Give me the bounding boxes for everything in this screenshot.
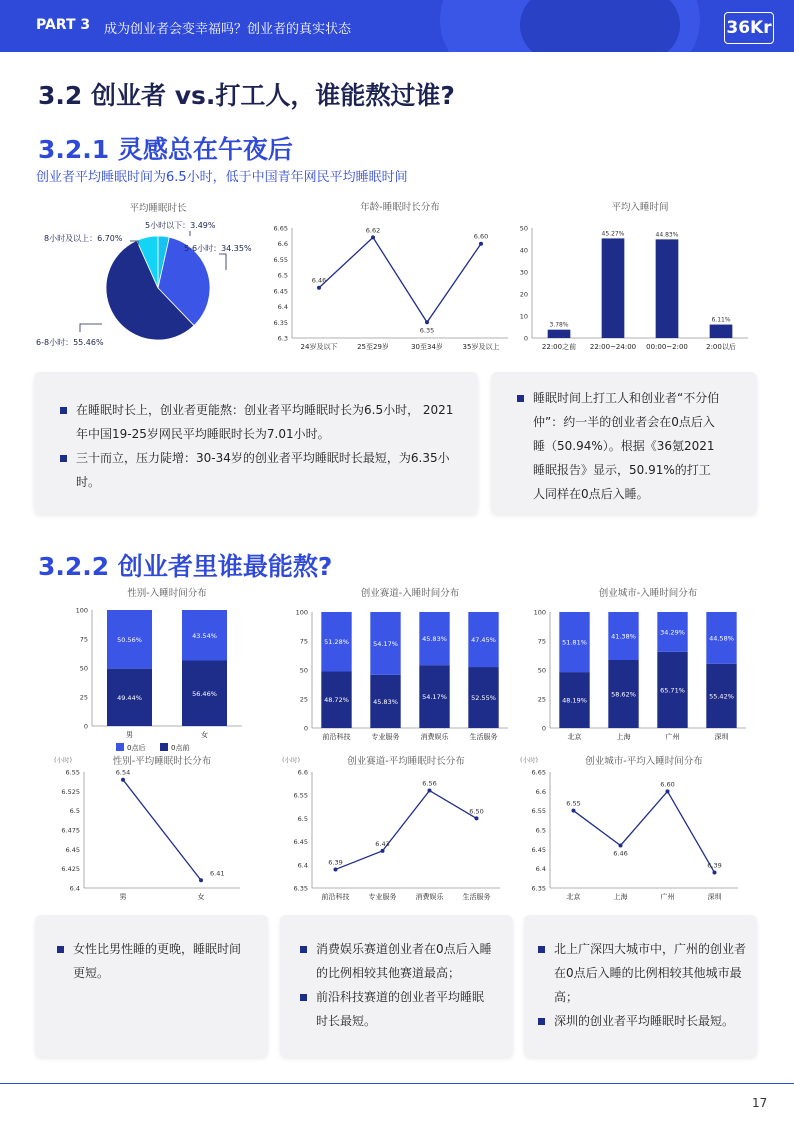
y-tick-label: 6.45 — [293, 838, 308, 847]
leader-line — [80, 324, 102, 332]
y-tick-label: 50 — [299, 666, 308, 675]
chart-title: 创业城市-平均入睡时间分布 — [585, 756, 703, 767]
gender-sleep-line-chart — [44, 752, 270, 904]
insight-item: 睡眠时间上打工人和创业者“不分伯仲”：约一半的创业者会在0点后入睡（50.94%）。根据《36氪2021睡眠报告》显示，50.91%的打工人同样在0点后入睡。 — [515, 386, 721, 506]
insight-item: 消费娱乐赛道创业者在0点后入睡的比例相较其他赛道最高； — [298, 937, 494, 985]
data-label: 3.78% — [549, 321, 569, 329]
data-label: 65.71% — [660, 686, 685, 695]
x-tick-label: 女 — [197, 893, 205, 901]
y-tick-label: 6.65 — [531, 768, 546, 777]
part-title: 成为创业者会变幸福吗？创业者的真实状态 — [104, 22, 352, 37]
insight-item: 北上广深四大城市中，广州的创业者在0点后入睡的比例相较其他城市最高； — [536, 937, 746, 1009]
x-tick-label: 2:00以后 — [706, 343, 736, 351]
page-number: 17 — [752, 1096, 768, 1110]
data-label: 49.44% — [117, 693, 142, 702]
y-tick-label: 10 — [519, 312, 528, 321]
x-tick-label: 24岁及以下 — [300, 343, 338, 351]
y-tick-label: 100 — [295, 608, 308, 617]
legend-label: 0点后 — [127, 744, 146, 752]
x-tick-label: 35岁及以上 — [462, 343, 500, 351]
x-tick-label: 北京 — [566, 893, 581, 901]
data-label: 34.29% — [660, 628, 685, 637]
insight-item: 深圳的创业者平均睡眠时长最短。 — [536, 1009, 746, 1033]
y-tick-label: 6.45 — [531, 845, 546, 854]
data-label: 45.27% — [601, 230, 625, 238]
y-tick-label: 6.55 — [65, 768, 80, 777]
insight-list — [515, 386, 721, 506]
data-label: 55.42% — [709, 692, 734, 701]
data-label: 6.46 — [613, 849, 628, 858]
data-label: 44.83% — [655, 231, 679, 239]
data-label: 52.55% — [471, 694, 496, 703]
x-tick-label: 专业服务 — [368, 893, 397, 901]
y-tick-label: 25 — [299, 695, 308, 704]
insight-item: 女性比男性睡的更晚，睡眠时间更短。 — [55, 937, 245, 985]
insight-item: 前沿科技赛道的创业者平均睡眠时长最短。 — [298, 985, 494, 1033]
x-tick-label: 前沿科技 — [321, 893, 350, 901]
data-label: 6.41 — [210, 869, 225, 878]
section-title: 3.2.1 灵感总在午夜后 — [38, 135, 293, 164]
y-tick-label: 6.5 — [535, 826, 546, 835]
y-tick-label: 6.3 — [277, 334, 288, 343]
y-tick-label: 6.4 — [297, 861, 308, 870]
y-tick-label: 6.4 — [69, 884, 80, 893]
axis-unit: (小时) — [54, 756, 73, 764]
data-label: 47.45% — [471, 636, 496, 645]
data-label: 6.60 — [660, 780, 675, 789]
data-label: 58.62% — [611, 690, 636, 699]
insight-card — [524, 915, 757, 1057]
insight-list — [55, 937, 245, 985]
y-tick-label: 6.45 — [65, 845, 80, 854]
data-point — [381, 849, 385, 853]
x-tick-label: 消费娱乐 — [420, 733, 449, 741]
y-tick-label: 6.55 — [273, 255, 288, 264]
x-tick-label: 30至34岁 — [411, 343, 443, 351]
y-tick-label: 6.55 — [531, 807, 546, 816]
bedtime-bar-chart — [508, 198, 756, 360]
data-label: 6.35 — [419, 326, 435, 335]
data-label: 48.72% — [324, 696, 349, 705]
leader-line — [219, 254, 226, 270]
data-label: 44.58% — [709, 634, 734, 643]
y-tick-label: 0 — [541, 724, 546, 733]
data-label: 50.56% — [117, 635, 142, 644]
city-bedtime-bar-chart — [520, 584, 752, 746]
insight-list — [298, 937, 494, 1033]
insight-list — [58, 398, 454, 494]
insight-item: 在睡眠时长上，创业者更能熬：创业者平均睡眠时长为6.5小时， 2021年中国19-25岁网民平均睡眠时长为7.01小时。 — [58, 398, 454, 446]
chart-title: 性别-平均睡眠时长分布 — [112, 756, 212, 767]
y-tick-label: 6.5 — [69, 807, 80, 816]
data-point — [479, 242, 483, 246]
y-tick-label: 6.35 — [273, 318, 288, 327]
x-tick-label: 上海 — [613, 893, 628, 901]
data-label: 41.38% — [611, 632, 636, 641]
data-point — [428, 789, 432, 793]
y-tick-label: 40 — [519, 246, 528, 255]
series-line — [319, 237, 481, 322]
y-tick-label: 0 — [303, 724, 308, 733]
data-point — [666, 789, 670, 793]
x-tick-label: 广州 — [665, 733, 680, 741]
y-tick-label: 6.35 — [293, 884, 308, 893]
data-label: 6.39 — [328, 858, 343, 867]
x-tick-label: 00:00~2:00 — [646, 343, 688, 351]
section-title: 3.2.2 创业者里谁最能熬? — [38, 552, 333, 581]
data-label: 51.81% — [562, 638, 587, 647]
x-tick-label: 生活服务 — [469, 733, 498, 741]
gender-bedtime-bar-chart — [44, 584, 264, 756]
series-line — [574, 791, 715, 872]
pie-label: 5小时以下：3.49% — [145, 221, 216, 230]
y-tick-label: 75 — [299, 637, 308, 646]
insight-card — [34, 372, 478, 514]
data-label: 6.46 — [311, 276, 327, 285]
chart-title: 创业赛道-入睡时间分布 — [360, 588, 460, 599]
data-point — [199, 878, 203, 882]
y-tick-label: 50 — [519, 224, 528, 233]
chart-title: 性别-入睡时间分布 — [127, 588, 207, 599]
x-tick-label: 女 — [201, 731, 208, 739]
bar — [656, 239, 679, 338]
x-tick-label: 男 — [119, 893, 127, 901]
legend-swatch — [116, 743, 124, 751]
insight-card — [280, 915, 513, 1057]
data-label: 6.43 — [375, 839, 390, 848]
y-tick-label: 6.4 — [535, 865, 546, 874]
x-tick-label: 22:00~24:00 — [589, 343, 637, 351]
city-sleep-line-chart — [520, 752, 752, 904]
data-point — [619, 843, 623, 847]
data-label: 43.54% — [192, 631, 217, 640]
data-label: 6.50 — [469, 807, 484, 816]
chart-title: 平均睡眠时长 — [129, 203, 187, 214]
axis-unit: (小时) — [520, 756, 539, 764]
data-label: 6.55 — [566, 799, 581, 808]
y-tick-label: 6.55 — [293, 791, 308, 800]
y-tick-label: 20 — [519, 290, 528, 299]
x-tick-label: 北京 — [567, 733, 582, 741]
insight-card — [491, 372, 757, 514]
x-tick-label: 广州 — [660, 893, 675, 901]
data-label: 6.39 — [707, 861, 722, 870]
series-line — [123, 780, 201, 881]
legend-swatch — [160, 743, 168, 751]
data-point — [425, 320, 429, 324]
data-point — [713, 871, 717, 875]
y-tick-label: 6.65 — [273, 224, 288, 233]
y-tick-label: 50 — [79, 664, 88, 673]
y-tick-label: 50 — [537, 666, 546, 675]
age-sleep-line-chart — [268, 198, 516, 360]
y-tick-label: 0 — [83, 722, 88, 731]
data-label: 45.83% — [373, 697, 398, 706]
chart-title: 创业城市-入睡时间分布 — [598, 588, 698, 599]
x-tick-label: 22:00之前 — [541, 343, 577, 351]
pie-label: 5-6小时：34.35% — [184, 244, 252, 253]
pie-label: 6-8小时：55.46% — [36, 338, 104, 347]
y-tick-label: 6.5 — [297, 814, 308, 823]
chart-title: 创业赛道-平均睡眠时长分布 — [347, 756, 465, 767]
insight-list — [536, 937, 746, 1033]
series-line — [336, 791, 477, 870]
y-tick-label: 6.525 — [61, 787, 80, 796]
y-tick-label: 100 — [75, 606, 88, 615]
x-tick-label: 专业服务 — [371, 733, 400, 741]
track-bedtime-bar-chart — [282, 584, 514, 746]
insight-item: 三十而立，压力陡增：30-34岁的创业者平均睡眠时长最短，为6.35小时。 — [58, 446, 454, 494]
x-tick-label: 上海 — [616, 733, 631, 741]
y-tick-label: 6.5 — [277, 271, 288, 280]
footer-rule — [0, 1083, 794, 1084]
data-label: 6.62 — [365, 226, 381, 235]
y-tick-label: 6.45 — [273, 287, 288, 296]
data-label: 51.28% — [324, 638, 349, 647]
y-tick-label: 6.475 — [61, 826, 80, 835]
x-tick-label: 生活服务 — [462, 893, 491, 901]
brand-logo: 36Kr — [724, 12, 774, 44]
y-tick-label: 100 — [533, 608, 546, 617]
axis-unit: (小时) — [282, 756, 301, 764]
bar — [602, 238, 625, 338]
data-point — [475, 816, 479, 820]
y-tick-label: 75 — [79, 635, 88, 644]
y-tick-label: 6.6 — [535, 787, 546, 796]
x-tick-label: 深圳 — [714, 733, 729, 741]
data-label: 6.56 — [422, 779, 437, 788]
y-tick-label: 0 — [523, 334, 528, 343]
part-label: PART 3 — [36, 17, 91, 33]
data-label: 6.11% — [711, 316, 731, 324]
data-label: 45.83% — [422, 635, 447, 644]
data-label: 54.17% — [373, 639, 398, 648]
insight-card — [35, 915, 268, 1057]
y-tick-label: 6.35 — [531, 884, 546, 893]
data-label: 54.17% — [422, 693, 447, 702]
data-point — [121, 778, 125, 782]
chart-title: 平均入睡时间 — [611, 202, 669, 213]
y-tick-label: 30 — [519, 268, 528, 277]
data-point — [371, 235, 375, 239]
x-tick-label: 消费娱乐 — [415, 893, 444, 901]
x-tick-label: 男 — [126, 731, 133, 739]
page-heading: 3.2 创业者 vs.打工人，谁能熬过谁? — [38, 81, 455, 110]
data-point — [317, 286, 321, 290]
pie-label: 8小时及以上：6.70% — [44, 234, 123, 243]
x-tick-label: 深圳 — [707, 893, 722, 901]
y-tick-label: 6.6 — [297, 768, 308, 777]
y-tick-label: 6.425 — [61, 865, 80, 874]
y-tick-label: 25 — [537, 695, 546, 704]
track-sleep-line-chart — [282, 752, 514, 904]
bar — [548, 330, 571, 338]
y-tick-label: 75 — [537, 637, 546, 646]
y-tick-label: 6.4 — [277, 303, 288, 312]
data-point — [572, 809, 576, 813]
data-label: 48.19% — [562, 696, 587, 705]
data-label: 6.60 — [473, 232, 489, 241]
sleep-duration-pie-chart — [30, 198, 270, 358]
data-label: 56.46% — [192, 689, 217, 698]
chart-title: 年龄-睡眠时长分布 — [360, 202, 440, 213]
banner-decoration — [520, 0, 680, 52]
x-tick-label: 前沿科技 — [322, 733, 351, 741]
data-point — [334, 867, 338, 871]
y-tick-label: 25 — [79, 693, 88, 702]
bar — [710, 325, 733, 338]
y-tick-label: 6.6 — [277, 240, 288, 249]
section-subtitle: 创业者平均睡眠时间为6.5小时，低于中国青年网民平均睡眠时间 — [36, 170, 408, 185]
legend-label: 0点前 — [171, 744, 190, 752]
data-label: 6.54 — [115, 768, 131, 777]
x-tick-label: 25至29岁 — [357, 343, 389, 351]
